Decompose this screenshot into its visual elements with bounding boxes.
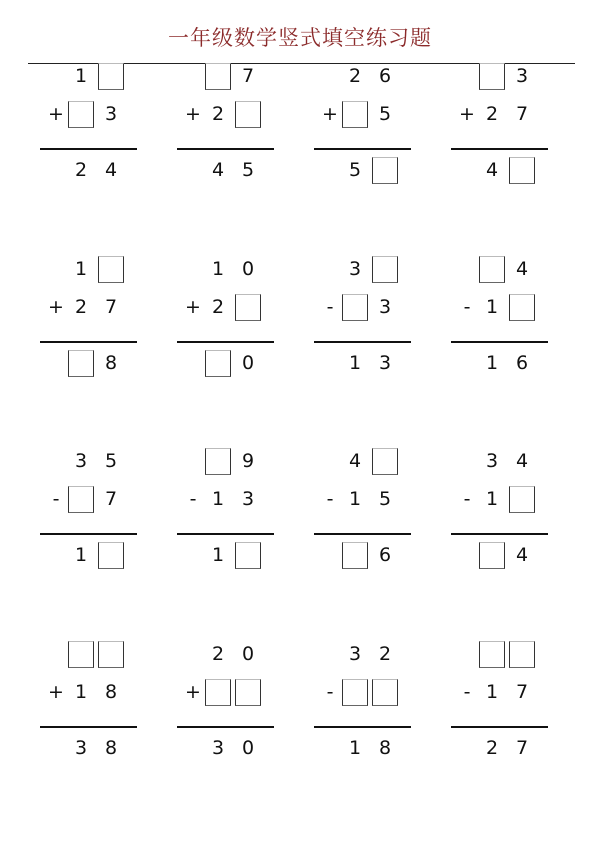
ones-digit: 4 <box>515 258 529 280</box>
answer-row <box>40 349 140 379</box>
answer-blank-box[interactable] <box>372 448 398 475</box>
first-operand-row <box>177 62 277 92</box>
answer-row <box>40 541 140 571</box>
ones-digit: 7 <box>515 681 529 703</box>
answer-blank-box[interactable] <box>372 157 398 184</box>
first-operand-row <box>40 447 140 477</box>
first-operand-row <box>177 255 277 285</box>
sum-line <box>314 148 411 150</box>
tens-digit: 3 <box>74 737 88 759</box>
ones-digit: 6 <box>515 352 529 374</box>
problem <box>177 447 277 582</box>
answer-blank-box[interactable] <box>479 641 505 668</box>
ones-digit: 3 <box>378 352 392 374</box>
problem <box>451 255 551 390</box>
plus-sign: + <box>322 103 338 125</box>
sum-line <box>451 533 548 535</box>
ones-digit: 7 <box>104 488 118 510</box>
problem <box>451 62 551 197</box>
tens-digit: 5 <box>348 159 362 181</box>
sum-line <box>40 726 137 728</box>
ones-digit: 8 <box>104 352 118 374</box>
first-operand-row <box>177 640 277 670</box>
problem <box>314 447 414 582</box>
ones-digit: 7 <box>515 103 529 125</box>
answer-row <box>314 734 414 764</box>
answer-blank-box[interactable] <box>342 679 368 706</box>
minus-sign: - <box>326 296 334 318</box>
second-operand-row <box>177 100 277 130</box>
ones-digit: 2 <box>378 643 392 665</box>
tens-digit: 1 <box>348 737 362 759</box>
answer-row <box>451 734 551 764</box>
plus-sign: + <box>185 103 201 125</box>
first-operand-row <box>451 640 551 670</box>
sum-line <box>177 533 274 535</box>
answer-blank-box[interactable] <box>479 256 505 283</box>
sum-line <box>451 148 548 150</box>
sum-line <box>40 341 137 343</box>
ones-digit: 8 <box>378 737 392 759</box>
answer-row <box>40 156 140 186</box>
first-operand-row <box>314 447 414 477</box>
answer-blank-box[interactable] <box>342 542 368 569</box>
second-operand-row <box>314 485 414 515</box>
ones-digit: 0 <box>241 643 255 665</box>
problem <box>40 255 140 390</box>
tens-digit: 1 <box>485 296 499 318</box>
answer-row <box>451 349 551 379</box>
ones-digit: 8 <box>104 737 118 759</box>
tens-digit: 1 <box>211 544 225 566</box>
answer-blank-box[interactable] <box>479 542 505 569</box>
ones-digit: 7 <box>515 737 529 759</box>
tens-digit: 4 <box>211 159 225 181</box>
problem <box>40 62 140 197</box>
problem <box>40 447 140 582</box>
minus-sign: - <box>463 681 471 703</box>
second-operand-row <box>451 100 551 130</box>
minus-sign: - <box>326 681 334 703</box>
answer-blank-box[interactable] <box>509 294 535 321</box>
answer-blank-box[interactable] <box>235 679 261 706</box>
problem <box>314 62 414 197</box>
problem <box>451 640 551 775</box>
answer-row <box>177 349 277 379</box>
ones-digit: 0 <box>241 258 255 280</box>
second-operand-row <box>177 293 277 323</box>
plus-sign: + <box>48 681 64 703</box>
answer-blank-box[interactable] <box>205 350 231 377</box>
second-operand-row <box>314 293 414 323</box>
tens-digit: 1 <box>211 258 225 280</box>
answer-blank-box[interactable] <box>342 294 368 321</box>
answer-row <box>314 349 414 379</box>
first-operand-row <box>177 447 277 477</box>
problem <box>451 447 551 582</box>
minus-sign: - <box>52 488 60 510</box>
problem <box>177 62 277 197</box>
sum-line <box>177 726 274 728</box>
ones-digit: 5 <box>241 159 255 181</box>
tens-digit: 1 <box>485 352 499 374</box>
first-operand-row <box>40 640 140 670</box>
tens-digit: 4 <box>348 450 362 472</box>
sum-line <box>451 726 548 728</box>
ones-digit: 6 <box>378 544 392 566</box>
plus-sign: + <box>185 296 201 318</box>
tens-digit: 1 <box>348 352 362 374</box>
tens-digit: 1 <box>211 488 225 510</box>
answer-row <box>40 734 140 764</box>
answer-blank-box[interactable] <box>509 157 535 184</box>
answer-blank-box[interactable] <box>235 542 261 569</box>
tens-digit: 3 <box>211 737 225 759</box>
answer-blank-box[interactable] <box>479 63 505 90</box>
tens-digit: 2 <box>211 296 225 318</box>
tens-digit: 2 <box>211 643 225 665</box>
second-operand-row <box>40 100 140 130</box>
ones-digit: 0 <box>241 352 255 374</box>
tens-digit: 4 <box>485 159 499 181</box>
tens-digit: 2 <box>74 159 88 181</box>
sum-line <box>314 726 411 728</box>
tens-digit: 3 <box>74 450 88 472</box>
ones-digit: 3 <box>515 65 529 87</box>
answer-row <box>314 156 414 186</box>
answer-row <box>177 541 277 571</box>
sum-line <box>177 341 274 343</box>
ones-digit: 3 <box>104 103 118 125</box>
sum-line <box>451 341 548 343</box>
problem <box>314 255 414 390</box>
ones-digit: 7 <box>241 65 255 87</box>
sum-line <box>314 533 411 535</box>
answer-row <box>451 541 551 571</box>
tens-digit: 1 <box>485 488 499 510</box>
first-operand-row <box>314 640 414 670</box>
second-operand-row <box>177 678 277 708</box>
tens-digit: 2 <box>348 65 362 87</box>
answer-blank-box[interactable] <box>205 448 231 475</box>
answer-blank-box[interactable] <box>205 679 231 706</box>
answer-blank-box[interactable] <box>68 350 94 377</box>
tens-digit: 3 <box>348 643 362 665</box>
minus-sign: - <box>326 488 334 510</box>
first-operand-row <box>314 62 414 92</box>
ones-digit: 4 <box>515 544 529 566</box>
sum-line <box>314 341 411 343</box>
tens-digit: 3 <box>485 450 499 472</box>
second-operand-row <box>177 485 277 515</box>
answer-blank-box[interactable] <box>205 63 231 90</box>
first-operand-row <box>40 62 140 92</box>
second-operand-row <box>451 678 551 708</box>
ones-digit: 5 <box>104 450 118 472</box>
answer-blank-box[interactable] <box>98 256 124 283</box>
tens-digit: 2 <box>74 296 88 318</box>
second-operand-row <box>40 678 140 708</box>
tens-digit: 2 <box>211 103 225 125</box>
answer-row <box>177 156 277 186</box>
answer-blank-box[interactable] <box>235 294 261 321</box>
answer-row <box>314 541 414 571</box>
ones-digit: 3 <box>241 488 255 510</box>
first-operand-row <box>451 447 551 477</box>
answer-blank-box[interactable] <box>98 641 124 668</box>
answer-blank-box[interactable] <box>68 101 94 128</box>
second-operand-row <box>451 293 551 323</box>
ones-digit: 5 <box>378 488 392 510</box>
tens-digit: 1 <box>74 681 88 703</box>
first-operand-row <box>451 255 551 285</box>
ones-digit: 4 <box>515 450 529 472</box>
answer-blank-box[interactable] <box>342 101 368 128</box>
sum-line <box>40 148 137 150</box>
ones-digit: 5 <box>378 103 392 125</box>
answer-blank-box[interactable] <box>68 486 94 513</box>
problem <box>177 640 277 775</box>
answer-blank-box[interactable] <box>509 486 535 513</box>
minus-sign: - <box>463 296 471 318</box>
second-operand-row <box>314 100 414 130</box>
second-operand-row <box>40 293 140 323</box>
ones-digit: 3 <box>378 296 392 318</box>
answer-blank-box[interactable] <box>68 641 94 668</box>
ones-digit: 8 <box>104 681 118 703</box>
tens-digit: 2 <box>485 103 499 125</box>
answer-blank-box[interactable] <box>372 679 398 706</box>
problem <box>177 255 277 390</box>
answer-blank-box[interactable] <box>509 641 535 668</box>
sum-line <box>177 148 274 150</box>
ones-digit: 4 <box>104 159 118 181</box>
first-operand-row <box>40 255 140 285</box>
ones-digit: 0 <box>241 737 255 759</box>
plus-sign: + <box>48 103 64 125</box>
tens-digit: 1 <box>74 544 88 566</box>
plus-sign: + <box>185 681 201 703</box>
second-operand-row <box>314 678 414 708</box>
ones-digit: 6 <box>378 65 392 87</box>
answer-row <box>177 734 277 764</box>
answer-blank-box[interactable] <box>235 101 261 128</box>
problem <box>40 640 140 775</box>
problem <box>314 640 414 775</box>
answer-row <box>451 156 551 186</box>
second-operand-row <box>40 485 140 515</box>
tens-digit: 2 <box>485 737 499 759</box>
answer-blank-box[interactable] <box>98 542 124 569</box>
tens-digit: 1 <box>74 65 88 87</box>
second-operand-row <box>451 485 551 515</box>
tens-digit: 3 <box>348 258 362 280</box>
answer-blank-box[interactable] <box>372 256 398 283</box>
answer-blank-box[interactable] <box>98 63 124 90</box>
minus-sign: - <box>463 488 471 510</box>
ones-digit: 7 <box>104 296 118 318</box>
plus-sign: + <box>48 296 64 318</box>
sum-line <box>40 533 137 535</box>
ones-digit: 9 <box>241 450 255 472</box>
worksheet-title: 一年级数学竖式填空练习题 <box>168 26 432 50</box>
first-operand-row <box>451 62 551 92</box>
tens-digit: 1 <box>485 681 499 703</box>
tens-digit: 1 <box>348 488 362 510</box>
plus-sign: + <box>459 103 475 125</box>
first-operand-row <box>314 255 414 285</box>
minus-sign: - <box>189 488 197 510</box>
tens-digit: 1 <box>74 258 88 280</box>
